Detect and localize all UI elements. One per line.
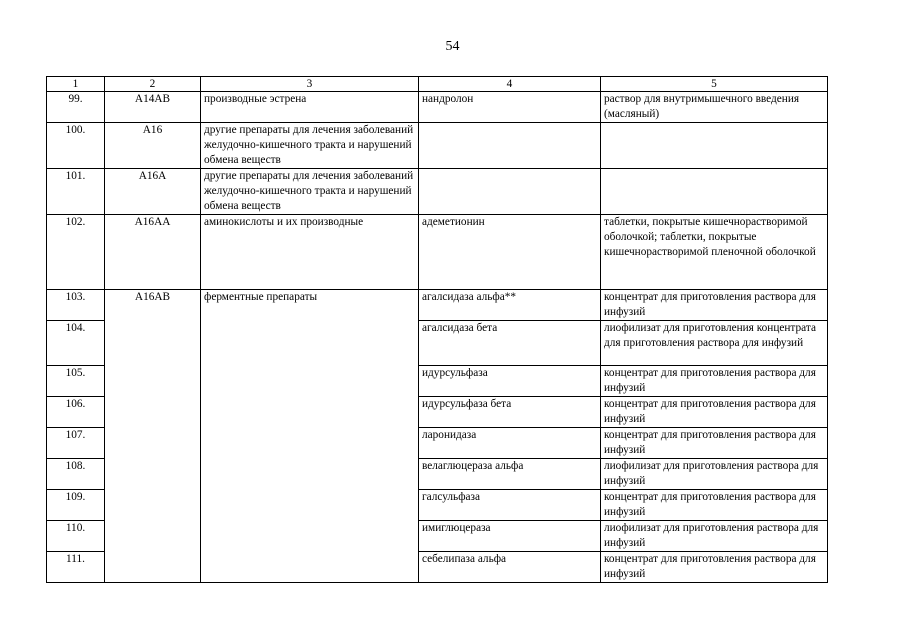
header-cell: 5: [601, 77, 828, 92]
drug-list-table: [46, 76, 828, 583]
row-number: 102.: [47, 215, 105, 290]
table-row: [47, 215, 828, 290]
drug-name: идурсульфаза: [419, 366, 601, 397]
row-number: 101.: [47, 169, 105, 215]
atc-code: А16А: [105, 169, 201, 215]
row-number: 104.: [47, 321, 105, 366]
drug-name: агалсидаза бета: [419, 321, 601, 366]
dosage-form: концентрат для приготовления раствора для инфузий: [601, 397, 828, 428]
drug-name: себелипаза альфа: [419, 552, 601, 583]
dosage-form: концентрат для приготовления раствора для инфузий: [601, 490, 828, 521]
row-number: 100.: [47, 123, 105, 169]
dosage-form: концентрат для приготовления раствора для инфузий: [601, 428, 828, 459]
drug-name: ларонидаза: [419, 428, 601, 459]
row-number: 106.: [47, 397, 105, 428]
pharm-group: ферментные препараты: [201, 290, 419, 583]
drug-name: галсульфаза: [419, 490, 601, 521]
atc-code: А16: [105, 123, 201, 169]
dosage-form: лиофилизат для приготовления раствора для инфузий: [601, 521, 828, 552]
dosage-form: [601, 123, 828, 169]
dosage-form: [601, 169, 828, 215]
row-number: 103.: [47, 290, 105, 321]
header-cell: 2: [105, 77, 201, 92]
dosage-form: концентрат для приготовления раствора для инфузий: [601, 366, 828, 397]
table-row: [47, 290, 828, 321]
drug-name: адеметионин: [419, 215, 601, 290]
atc-code: А16АА: [105, 215, 201, 290]
table-row: [47, 123, 828, 169]
table-row: [47, 169, 828, 215]
drug-name: велаглюцераза альфа: [419, 459, 601, 490]
header-cell: 4: [419, 77, 601, 92]
atc-code: А14АВ: [105, 92, 201, 123]
row-number: 105.: [47, 366, 105, 397]
row-number: 99.: [47, 92, 105, 123]
atc-code: А16АВ: [105, 290, 201, 583]
header-cell: 1: [47, 77, 105, 92]
drug-name: [419, 123, 601, 169]
drug-name: [419, 169, 601, 215]
row-number: 109.: [47, 490, 105, 521]
drug-name: нандролон: [419, 92, 601, 123]
row-number: 107.: [47, 428, 105, 459]
dosage-form: лиофилизат для приготовления концентрата для приготовления раствора для инфузий: [601, 321, 828, 366]
row-number: 110.: [47, 521, 105, 552]
pharm-group: производные эстрена: [201, 92, 419, 123]
pharm-group: другие препараты для лечения заболеваний желудочно-кишечного тракта и нарушений обмена веществ: [201, 169, 419, 215]
header-cell: 3: [201, 77, 419, 92]
table-header-row: [47, 77, 828, 92]
dosage-form: раствор для внутримышечного введения (масляный): [601, 92, 828, 123]
drug-name: имиглюцераза: [419, 521, 601, 552]
pharm-group: другие препараты для лечения заболеваний желудочно-кишечного тракта и нарушений обмена веществ: [201, 123, 419, 169]
row-number: 108.: [47, 459, 105, 490]
dosage-form: таблетки, покрытые кишечнорастворимой оболочкой; таблетки, покрытые кишечнорастворимой пленочной оболочкой: [601, 215, 828, 290]
row-number: 111.: [47, 552, 105, 583]
drug-name: идурсульфаза бета: [419, 397, 601, 428]
page-number: 54: [445, 39, 460, 54]
dosage-form: концентрат для приготовления раствора для инфузий: [601, 552, 828, 583]
dosage-form: концентрат для приготовления раствора для инфузий: [601, 290, 828, 321]
drug-name: агалсидаза альфа**: [419, 290, 601, 321]
dosage-form: лиофилизат для приготовления раствора для инфузий: [601, 459, 828, 490]
pharm-group: аминокислоты и их производные: [201, 215, 419, 290]
table-row: [47, 92, 828, 123]
